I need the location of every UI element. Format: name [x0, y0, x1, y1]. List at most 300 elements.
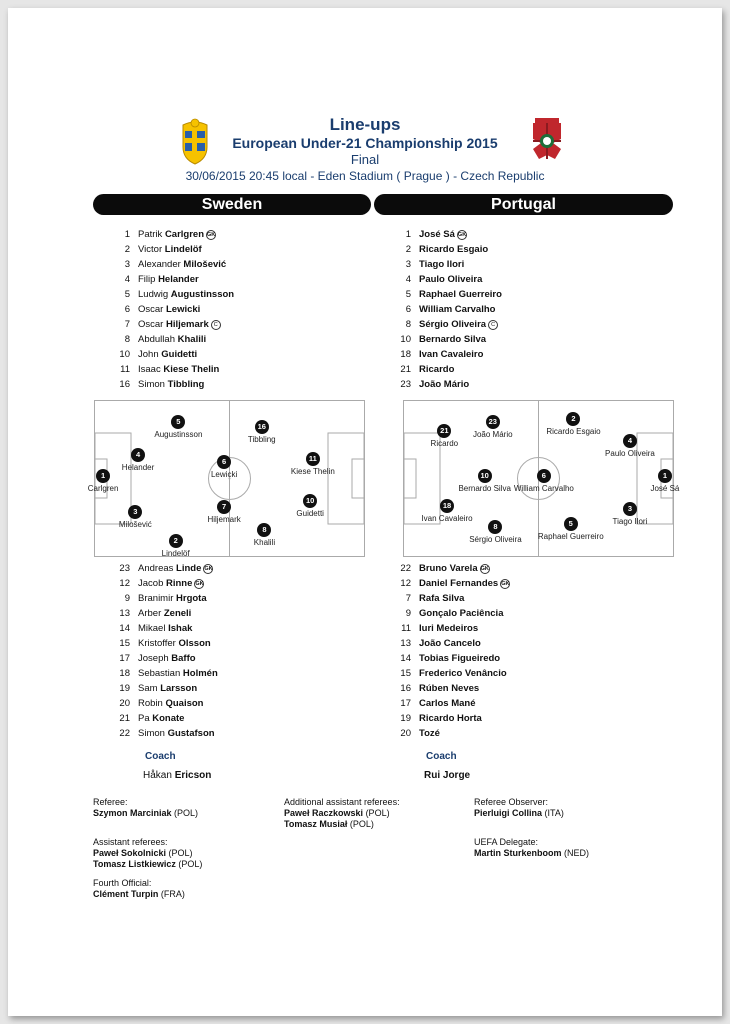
player-first-name: Filip — [138, 274, 156, 285]
player-name — [138, 302, 200, 317]
shirt-number: 18 — [119, 668, 130, 679]
shirt-number: 15 — [400, 668, 411, 679]
official-entry — [93, 859, 273, 870]
player-first-name: Abdullah — [138, 334, 175, 345]
shirt-number: 14 — [400, 653, 411, 664]
player-last-name: Zeneli — [163, 608, 192, 619]
shirt-number: 20 — [119, 698, 130, 709]
substitute-row — [373, 666, 653, 681]
player-name — [419, 332, 486, 347]
player-first-name: John — [138, 349, 159, 360]
player-name — [419, 377, 469, 392]
substitute-row — [92, 681, 352, 696]
goalkeeper-badge-icon: GK — [457, 231, 467, 238]
formation-player-name: Sérgio Oliveira — [469, 535, 522, 545]
player-name — [138, 591, 207, 606]
player-name — [419, 651, 500, 666]
shirt-number: 20 — [400, 728, 411, 739]
shirt-number: 23 — [400, 379, 411, 390]
substitute-row — [92, 711, 352, 726]
shirt-number: 3 — [124, 259, 130, 270]
formation-player-name: José Sá — [650, 484, 680, 494]
player-last-name: William Carvalho — [419, 304, 496, 315]
starter-row — [92, 257, 352, 272]
player-last-name: Raphael Guerreiro — [419, 289, 502, 300]
player-number-dot: 5 — [171, 415, 185, 429]
shirt-number: 15 — [119, 638, 130, 649]
official-name: Paweł Raczkowski — [284, 808, 364, 818]
shirt-number: 3 — [405, 259, 411, 270]
officials-col-3 — [474, 797, 674, 859]
player-last-name: Kiese Thelin — [163, 364, 220, 375]
substitute-row — [373, 591, 653, 606]
player-first-name: Joseph — [138, 653, 169, 664]
goalkeeper-badge-icon: GK — [480, 565, 489, 572]
starter-row — [373, 317, 653, 332]
shirt-number: 14 — [119, 623, 130, 634]
shirt-number: 9 — [405, 608, 411, 619]
shirt-number: 8 — [124, 334, 130, 345]
player-name — [138, 257, 226, 272]
shirt-number: 1 — [124, 229, 130, 240]
formation-player — [179, 500, 269, 524]
officials-col-1 — [93, 797, 273, 900]
substitute-row — [373, 576, 653, 591]
player-name — [138, 666, 218, 681]
starter-row — [92, 317, 352, 332]
player-number-dot: 3 — [623, 502, 637, 516]
player-name — [138, 621, 192, 636]
player-name — [419, 317, 486, 332]
substitute-row — [373, 711, 653, 726]
shirt-number: 23 — [119, 563, 130, 574]
substitute-row — [92, 726, 352, 741]
player-last-name: Ricardo — [419, 364, 455, 375]
player-name — [419, 591, 464, 606]
official-name: Martin Sturkenboom — [474, 848, 562, 858]
substitute-row — [373, 726, 653, 741]
formation-player-name: Hiljemark — [207, 515, 241, 525]
formation-player-name: Guidetti — [296, 509, 324, 518]
home-coach-name — [143, 770, 211, 781]
player-number-dot: 1 — [96, 469, 110, 483]
player-first-name: Mikael — [138, 623, 166, 634]
shirt-number: 2 — [124, 244, 130, 255]
formation-player-name: William Carvalho — [513, 484, 574, 494]
player-last-name: Tiago Ilori — [419, 259, 465, 270]
captain-badge-icon: C — [211, 320, 221, 330]
player-last-name: Helander — [158, 274, 199, 285]
official-name: Clément Turpin — [93, 889, 159, 899]
player-last-name: Paulo Oliveira — [419, 274, 483, 285]
substitute-row — [373, 681, 653, 696]
player-name — [138, 242, 202, 257]
substitute-row — [373, 636, 653, 651]
player-first-name: Andreas — [138, 563, 174, 574]
player-last-name: João Mário — [419, 379, 470, 390]
player-name — [419, 636, 481, 651]
player-last-name: Larsson — [160, 683, 198, 694]
player-last-name: Ricardo Esgaio — [419, 244, 489, 255]
player-last-name: Gustafson — [167, 728, 215, 739]
shirt-number: 11 — [120, 364, 130, 375]
player-name — [138, 606, 191, 621]
official-country: (POL) — [168, 848, 193, 858]
official-entry — [284, 808, 464, 819]
shirt-number: 22 — [400, 563, 411, 574]
player-last-name: Konate — [152, 713, 185, 724]
player-number-dot: 10 — [478, 469, 492, 483]
official-country: (POL) — [349, 819, 374, 829]
official-name: Tomasz Listkiewicz — [93, 859, 176, 869]
additional-referees-block — [284, 797, 464, 830]
shirt-number: 18 — [400, 349, 411, 360]
substitute-row — [92, 696, 352, 711]
player-name — [138, 377, 204, 392]
formation-player-name: Lewicki — [210, 470, 238, 480]
player-first-name: Isaac — [138, 364, 161, 375]
official-country: (POL) — [174, 808, 199, 818]
shirt-number: 19 — [400, 713, 411, 724]
player-first-name: Pa — [138, 713, 150, 724]
player-number-dot: 6 — [537, 469, 551, 483]
substitute-row — [92, 666, 352, 681]
officials-col-2 — [284, 797, 464, 830]
player-name — [419, 666, 507, 681]
player-last-name: João Cancelo — [419, 638, 481, 649]
player-number-dot: 2 — [566, 412, 580, 426]
player-name — [138, 681, 197, 696]
shirt-number: 17 — [119, 653, 130, 664]
player-name — [138, 362, 219, 377]
home-coach-first: Håkan — [143, 770, 172, 781]
home-formation-pitch — [87, 400, 365, 559]
formation-player — [90, 505, 180, 529]
goalkeeper-badge-icon: GK — [207, 231, 216, 238]
player-name — [419, 576, 498, 591]
official-name: Pierluigi Collina — [474, 808, 543, 818]
substitute-row — [92, 591, 352, 606]
player-number-dot: 10 — [303, 494, 317, 508]
official-entry — [93, 889, 273, 900]
starter-row — [373, 347, 653, 362]
player-last-name: Tozé — [419, 728, 440, 739]
shirt-number: 16 — [119, 379, 130, 390]
player-last-name: Guidetti — [161, 349, 198, 360]
formation-player-name: Khalili — [253, 538, 276, 548]
goalkeeper-badge-icon: GK — [195, 580, 204, 587]
away-coach-name — [424, 770, 470, 781]
formation-player-name: Carlgren — [87, 484, 119, 494]
formation-player-name: Lindelöf — [161, 549, 190, 559]
player-first-name: Simon — [138, 728, 165, 739]
substitute-row — [373, 696, 653, 711]
player-last-name: Augustinsson — [170, 289, 235, 300]
starter-row — [373, 302, 653, 317]
player-first-name: Sebastian — [138, 668, 181, 679]
player-number-dot: 4 — [623, 434, 637, 448]
player-name — [419, 711, 482, 726]
player-last-name: Bernardo Silva — [419, 334, 487, 345]
player-number-dot: 1 — [658, 469, 672, 483]
formation-player — [131, 534, 221, 558]
player-name — [138, 227, 204, 242]
player-first-name: Patrik — [138, 229, 163, 240]
player-last-name: Rafa Silva — [419, 593, 465, 604]
player-name — [138, 561, 201, 576]
player-last-name: Carlos Mané — [419, 698, 476, 709]
away-coach-last: Rui Jorge — [424, 770, 471, 781]
player-last-name: José Sá — [419, 229, 455, 240]
shirt-number: 12 — [400, 578, 411, 589]
formation-player-name: Augustinsson — [154, 429, 203, 439]
player-name — [138, 317, 209, 332]
substitute-row — [373, 606, 653, 621]
player-name — [138, 726, 215, 741]
player-number-dot: 7 — [217, 500, 231, 514]
official-name: Tomasz Musiał — [284, 819, 348, 829]
formation-player-name: João Mário — [472, 429, 513, 439]
substitute-row — [92, 576, 352, 591]
player-last-name: Lindelöf — [164, 244, 202, 255]
substitute-row — [92, 561, 352, 576]
captain-badge-icon: C — [488, 320, 498, 330]
player-name — [138, 576, 192, 591]
player-first-name: Oscar — [138, 319, 164, 330]
player-number-dot: 8 — [488, 520, 502, 534]
starter-row — [92, 377, 352, 392]
match-info: 30/06/2015 20:45 local - Eden Stadium ( Prague ) - Czech Republic — [185, 169, 545, 183]
player-name — [138, 287, 234, 302]
formation-player — [448, 415, 538, 439]
shirt-number: 21 — [400, 364, 411, 375]
formation-player-name: Bernardo Silva — [458, 484, 511, 494]
starter-row — [92, 302, 352, 317]
player-name — [419, 362, 454, 377]
substitute-row — [373, 621, 653, 636]
player-last-name: Tobias Figueiredo — [419, 653, 501, 664]
home-coach-label: Coach — [145, 751, 176, 762]
player-name — [419, 561, 478, 576]
player-last-name: Hiljemark — [165, 319, 209, 330]
player-last-name: Lewicki — [165, 304, 201, 315]
player-first-name: Simon — [138, 379, 165, 390]
formation-player — [499, 469, 589, 493]
player-first-name: Kristoffer — [138, 638, 176, 649]
player-last-name: Ishak — [168, 623, 193, 634]
starter-row — [92, 272, 352, 287]
formation-player-name: Tibbling — [247, 434, 276, 444]
player-name — [138, 332, 206, 347]
player-first-name: Victor — [138, 244, 163, 255]
official-role-label: Fourth Official: — [93, 878, 152, 888]
official-role-label: Referee: — [93, 797, 128, 807]
substitute-row — [92, 606, 352, 621]
player-number-dot: 21 — [437, 424, 451, 438]
official-name: Paweł Sokolnicki — [93, 848, 167, 858]
starter-row — [92, 347, 352, 362]
away-subs-list — [373, 561, 653, 741]
player-name — [419, 606, 503, 621]
competition-name: European Under-21 Championship 2015 — [232, 135, 498, 151]
player-last-name: Daniel Fernandes — [419, 578, 499, 589]
formation-player — [219, 523, 309, 547]
official-country: (ITA) — [544, 808, 564, 818]
official-entry — [93, 848, 273, 859]
official-entry — [93, 808, 273, 819]
player-number-dot: 2 — [169, 534, 183, 548]
formation-player — [179, 455, 269, 479]
starter-row — [92, 332, 352, 347]
official-role-label: UEFA Delegate: — [474, 837, 539, 847]
shirt-number: 9 — [124, 593, 130, 604]
player-last-name: Milošević — [183, 259, 227, 270]
shirt-number: 10 — [400, 334, 411, 345]
shirt-number: 13 — [119, 608, 130, 619]
away-coach-label: Coach — [426, 751, 457, 762]
player-last-name: Holmén — [182, 668, 218, 679]
player-last-name: Carlgren — [164, 229, 205, 240]
substitute-row — [92, 636, 352, 651]
shirt-number: 5 — [405, 289, 411, 300]
starter-row — [373, 227, 653, 242]
formation-player-name: Ricardo — [430, 439, 459, 449]
player-last-name: Tibbling — [167, 379, 205, 390]
shirt-number: 6 — [405, 304, 411, 315]
substitute-row — [373, 651, 653, 666]
player-last-name: Khalili — [177, 334, 207, 345]
player-number-dot: 5 — [564, 517, 578, 531]
shirt-number: 21 — [119, 713, 130, 724]
formation-player — [58, 469, 148, 493]
starter-row — [373, 272, 653, 287]
formation-player-name: Tiago Ilori — [612, 516, 648, 526]
starter-row — [373, 377, 653, 392]
player-first-name: Alexander — [138, 259, 181, 270]
player-name — [419, 621, 478, 636]
shirt-number: 16 — [400, 683, 411, 694]
formation-player-name: Kiese Thelin — [290, 467, 335, 477]
shirt-number: 1 — [405, 229, 411, 240]
shirt-number: 6 — [124, 304, 130, 315]
official-name: Szymon Marciniak — [93, 808, 172, 818]
player-last-name: Frederico Venâncio — [419, 668, 507, 679]
player-last-name: Linde — [176, 563, 202, 574]
player-name — [419, 681, 479, 696]
starter-row — [373, 242, 653, 257]
player-name — [419, 726, 440, 741]
player-first-name: Ludwig — [138, 289, 169, 300]
player-name — [138, 636, 211, 651]
formation-player-name: Milošević — [118, 519, 152, 529]
player-name — [138, 696, 203, 711]
formation-player — [133, 415, 223, 439]
formation-player-name: Raphael Guerreiro — [537, 532, 604, 542]
home-team-bar: Sweden — [93, 194, 371, 215]
home-subs-list — [92, 561, 352, 741]
home-starters-list — [92, 227, 352, 392]
player-name — [419, 287, 502, 302]
uefa-delegate-block — [474, 837, 674, 859]
official-role-label: Additional assistant referees: — [284, 797, 400, 807]
player-name — [138, 347, 197, 362]
away-starters-list — [373, 227, 653, 392]
player-last-name: Baffo — [171, 653, 196, 664]
formation-player — [585, 434, 675, 458]
shirt-number: 13 — [400, 638, 411, 649]
starter-row — [92, 362, 352, 377]
player-number-dot: 8 — [257, 523, 271, 537]
shirt-number: 10 — [119, 349, 130, 360]
referee-observer-block — [474, 797, 674, 819]
goalkeeper-badge-icon: GK — [204, 565, 213, 572]
player-name — [419, 227, 455, 242]
player-last-name: Quaison — [165, 698, 204, 709]
shirt-number: 4 — [124, 274, 130, 285]
formation-player — [402, 499, 492, 523]
official-entry — [474, 848, 674, 859]
player-number-dot: 3 — [128, 505, 142, 519]
player-last-name: Rúben Neves — [419, 683, 480, 694]
formation-player-name: Paulo Oliveira — [605, 448, 655, 458]
player-number-dot: 16 — [255, 420, 269, 434]
player-last-name: Olsson — [178, 638, 211, 649]
shirt-number: 22 — [119, 728, 130, 739]
home-coach-last: Ericson — [174, 770, 212, 781]
player-first-name: Oscar — [138, 304, 164, 315]
player-last-name: Rinne — [166, 578, 193, 589]
player-name — [419, 257, 464, 272]
substitute-row — [92, 621, 352, 636]
shirt-number: 5 — [124, 289, 130, 300]
official-country: (POL) — [365, 808, 390, 818]
formation-player-name: Helander — [121, 462, 155, 472]
starter-row — [92, 242, 352, 257]
player-number-dot: 4 — [131, 448, 145, 462]
player-name — [419, 242, 488, 257]
formation-player — [526, 517, 616, 541]
official-entry — [474, 808, 674, 819]
player-name — [138, 711, 184, 726]
player-number-dot: 23 — [486, 415, 500, 429]
starter-row — [373, 257, 653, 272]
away-formation-pitch — [403, 400, 680, 557]
player-first-name: Jacob — [138, 578, 164, 589]
formation-player — [268, 452, 358, 476]
formation-player — [217, 420, 307, 444]
starter-row — [92, 287, 352, 302]
player-last-name: Ricardo Horta — [419, 713, 482, 724]
official-entry — [284, 819, 464, 830]
formation-player — [93, 448, 183, 472]
player-name — [419, 347, 483, 362]
formation-player — [265, 494, 355, 518]
shirt-number: 7 — [405, 593, 411, 604]
player-number-dot: 18 — [440, 499, 454, 513]
substitute-row — [373, 561, 653, 576]
starter-row — [373, 287, 653, 302]
starter-row — [373, 362, 653, 377]
player-last-name: Ivan Cavaleiro — [419, 349, 484, 360]
official-role-label: Assistant referees: — [93, 837, 168, 847]
official-country: (NED) — [564, 848, 590, 858]
shirt-number: 2 — [405, 244, 411, 255]
player-name — [419, 302, 495, 317]
substitute-row — [92, 651, 352, 666]
player-first-name: Arber — [138, 608, 162, 619]
formation-player — [528, 412, 618, 436]
shirt-number: 11 — [401, 623, 411, 634]
